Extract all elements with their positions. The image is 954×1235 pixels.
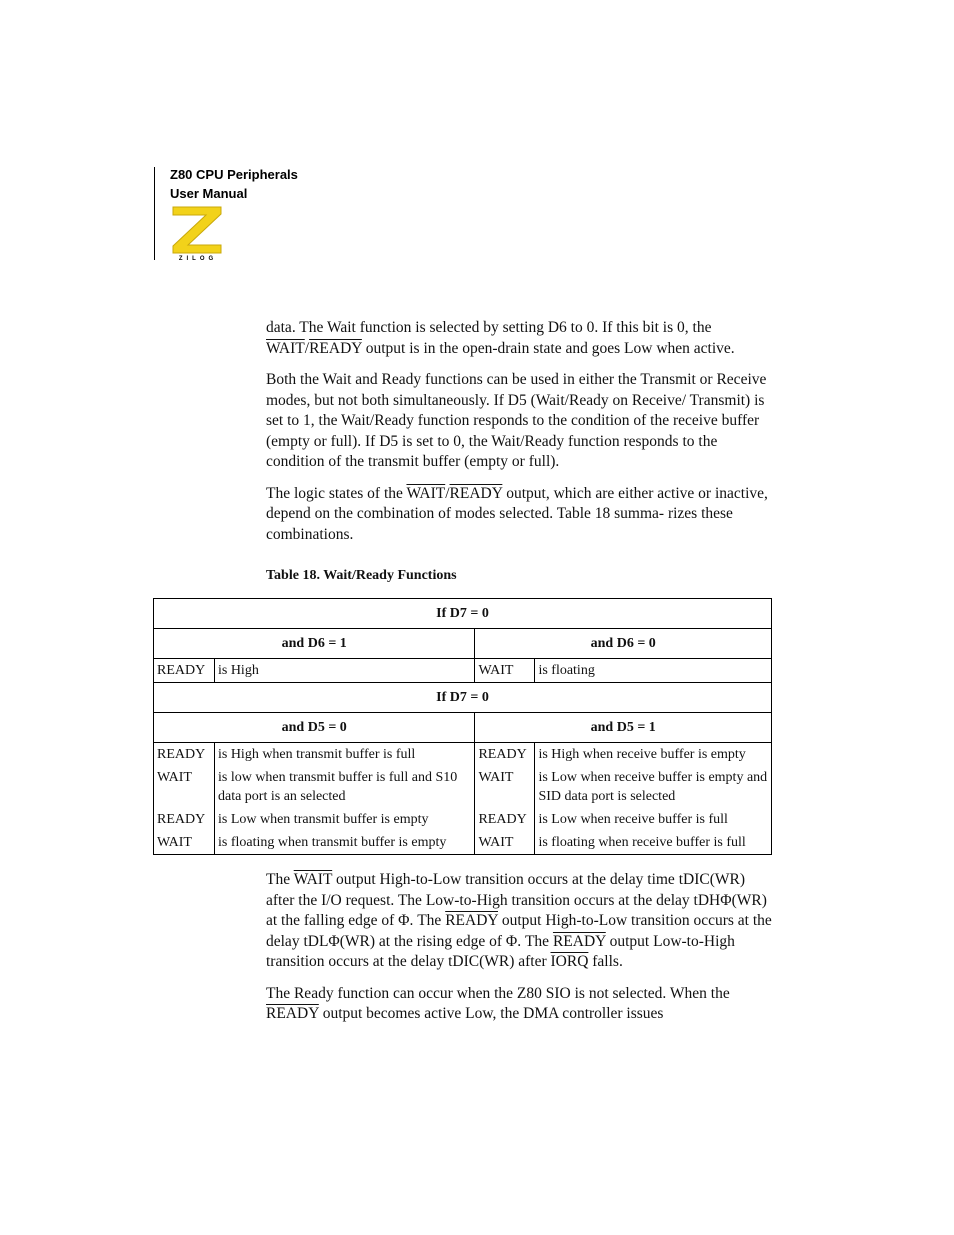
right-signal: READY <box>475 743 535 767</box>
right-description: is floating <box>535 659 772 683</box>
left-description: is floating when transmit buffer is empty <box>214 831 474 855</box>
right-signal: WAIT <box>475 766 535 808</box>
manual-title <box>170 165 298 203</box>
table-row <box>154 659 772 683</box>
left-signal: WAIT <box>154 766 215 808</box>
after-section <box>266 870 776 1036</box>
left-subheader: and D5 = 0 <box>154 713 475 743</box>
table-caption: Table 18. Wait/Ready Functions <box>266 568 457 583</box>
ready-signal: READY <box>309 339 362 357</box>
ready-signal: READY <box>266 1005 319 1022</box>
left-signal: WAIT <box>154 831 215 855</box>
right-signal: WAIT <box>475 831 535 855</box>
wait-ready-table <box>153 598 772 855</box>
ready-signal: READY <box>445 912 498 929</box>
paragraph-3: The logic states of the WAIT/READY output, which are either active or inactive, depend on the combination of modes selected. Table 18 summa- rizes these combinations. <box>266 484 768 543</box>
left-signal: READY <box>154 743 215 767</box>
manual-title-line2: User Manual <box>170 186 248 201</box>
wait-signal: WAIT <box>266 339 305 357</box>
left-description: is High when transmit buffer is full <box>214 743 474 767</box>
zilog-logo-icon <box>170 205 226 261</box>
right-subheader: and D5 = 1 <box>475 713 772 743</box>
wait-signal: WAIT <box>406 484 446 502</box>
logo-text: ZILOG <box>178 256 218 261</box>
left-signal: READY <box>154 808 215 831</box>
table-row <box>154 766 772 808</box>
left-subheader: and D6 = 1 <box>154 629 475 659</box>
ready-signal: READY <box>449 484 503 502</box>
table-row <box>154 831 772 855</box>
left-description: is Low when transmit buffer is empty <box>214 808 474 831</box>
right-signal: READY <box>475 808 535 831</box>
paragraph-1: data. The Wait function is selected by setting D6 to 0. If this bit is 0, the WAIT/READY output is in the open-drain state and goes Low when active. <box>266 319 735 357</box>
header-rule <box>154 167 155 260</box>
iorq-signal: IORQ <box>550 953 589 970</box>
left-description: is High <box>214 659 474 683</box>
wait-signal: WAIT <box>293 871 333 888</box>
right-subheader: and D6 = 0 <box>475 629 772 659</box>
ready-signal: READY <box>552 932 606 950</box>
left-description: is low when transmit buffer is full and S10 data port is an selected <box>214 766 474 808</box>
section-header: If D7 = 0 <box>154 599 772 629</box>
paragraph-5: The Ready function can occur when the Z80 SIO is not selected. When the READY output becomes active Low, the DMA controller issues <box>266 984 730 1022</box>
table-row <box>154 808 772 831</box>
section-header-row <box>154 599 772 629</box>
intro-section <box>266 318 776 556</box>
manual-title-line1: Z80 CPU Peripherals <box>170 167 298 182</box>
section-header-row <box>154 683 772 713</box>
right-description: is High when receive buffer is empty <box>535 743 772 767</box>
right-description: is Low when receive buffer is full <box>535 808 772 831</box>
paragraph-2: Both the Wait and Ready functions can be used in either the Transmit or Receive modes, but not both simultaneously. If D5 (Wait/Ready on Receive/ Transmit) is set to 1, the Wait/Ready function responds to the condition of the receive buffer (empty or full). If D5 is set to 0, the Wait/Ready function responds to the condition of the transmit buffer (empty or full). <box>266 371 767 470</box>
right-description: is floating when receive buffer is full <box>535 831 772 855</box>
subheader-row <box>154 629 772 659</box>
right-signal: WAIT <box>475 659 535 683</box>
subheader-row <box>154 713 772 743</box>
section-header: If D7 = 0 <box>154 683 772 713</box>
right-description: is Low when receive buffer is empty and SID data port is selected <box>535 766 772 808</box>
left-signal: READY <box>154 659 215 683</box>
table-row <box>154 743 772 767</box>
paragraph-4: The WAIT output High-to-Low transition occurs at the delay time tDIC(WR) after the I/O request. The Low-to-High transition occurs at the delay tDHΦ(WR) at the falling edge of Φ. The READY output High-to-Low transition occurs at the delay tDLΦ(WR) at the rising edge of Φ. The READY output Low-to-High transition occurs at the delay tDIC(WR) after IORQ falls. <box>266 871 772 970</box>
